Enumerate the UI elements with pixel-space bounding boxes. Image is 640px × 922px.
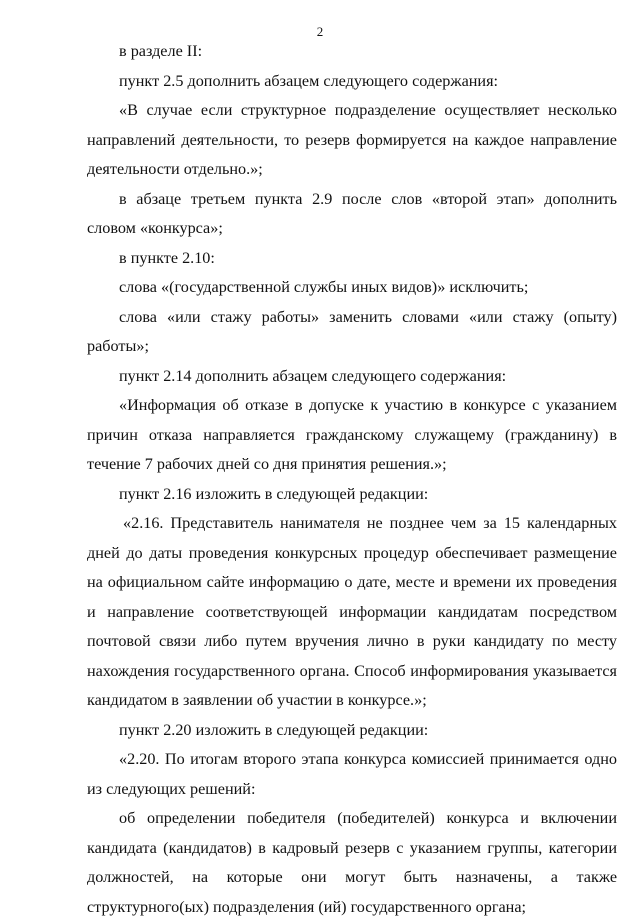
paragraph-point-2-20: пункт 2.20 изложить в следующей редакции: bbox=[119, 720, 429, 739]
paragraph-point-2-10-words-2: слова «или стажу работы» заменить словами «или стажу (опыту) работы»; bbox=[87, 307, 617, 355]
paragraph-point-2-10-words-1: слова «(государственной службы иных видов)» исключить; bbox=[119, 278, 529, 296]
page-number: 2 bbox=[316, 24, 324, 39]
paragraph-point-2-10: в пункте 2.10: bbox=[119, 248, 215, 267]
paragraph-point-2-16-text: «2.16. Представитель нанимателя не позднее чем за 15 календарных дней до даты проведения конкурсных процедур обеспечивает размещение на официальном сайте информацию о дате, месте и времени их проведения и направление соответствующей информации кандидатам посредством почтовой связи либо путем вручения лично в руки кандидату по месту нахождения государственного органа. Способ информирования указывается кандидатом в заявлении об участии в конкурсе.»; bbox=[87, 514, 617, 709]
paragraph-point-2-14-text: «Информация об отказе в допуске к участию в конкурсе с указанием причин отказа направляется гражданскому служащему (гражданину) в течение 7 рабочих дней со дня принятия решения.»; bbox=[87, 396, 617, 473]
paragraph-point-2-20-text: «2.20. По итогам второго этапа конкурса комиссией принимается одно из следующих решений: bbox=[87, 750, 617, 798]
paragraph-point-2-16: пункт 2.16 изложить в следующей редакции: bbox=[119, 484, 429, 503]
paragraph-section-ii: в разделе II: bbox=[119, 42, 203, 60]
paragraph-point-2-5: пункт 2.5 дополнить абзацем следующего содержания: bbox=[119, 71, 499, 90]
paragraph-point-2-5-text: «В случае если структурное подразделение осуществляет несколько направлений деятельности, то резерв формируется на каждое направление деятельности отдельно.»; bbox=[87, 101, 617, 178]
paragraph-point-2-9: в абзаце третьем пункта 2.9 после слов «второй этап» дополнить словом «конкурса»; bbox=[87, 189, 617, 237]
paragraph-point-2-20-decision: об определении победителя (победителей) конкурса и включении кандидата (кандидатов) в кадровый резерв с указанием группы, категории должностей, на которые они могут быть назначены, а также структурного(ых) подразделения (ий) государственного органа; bbox=[87, 809, 617, 916]
paragraph-point-2-14: пункт 2.14 дополнить абзацем следующего содержания: bbox=[119, 366, 507, 385]
document-body bbox=[87, 37, 617, 922]
